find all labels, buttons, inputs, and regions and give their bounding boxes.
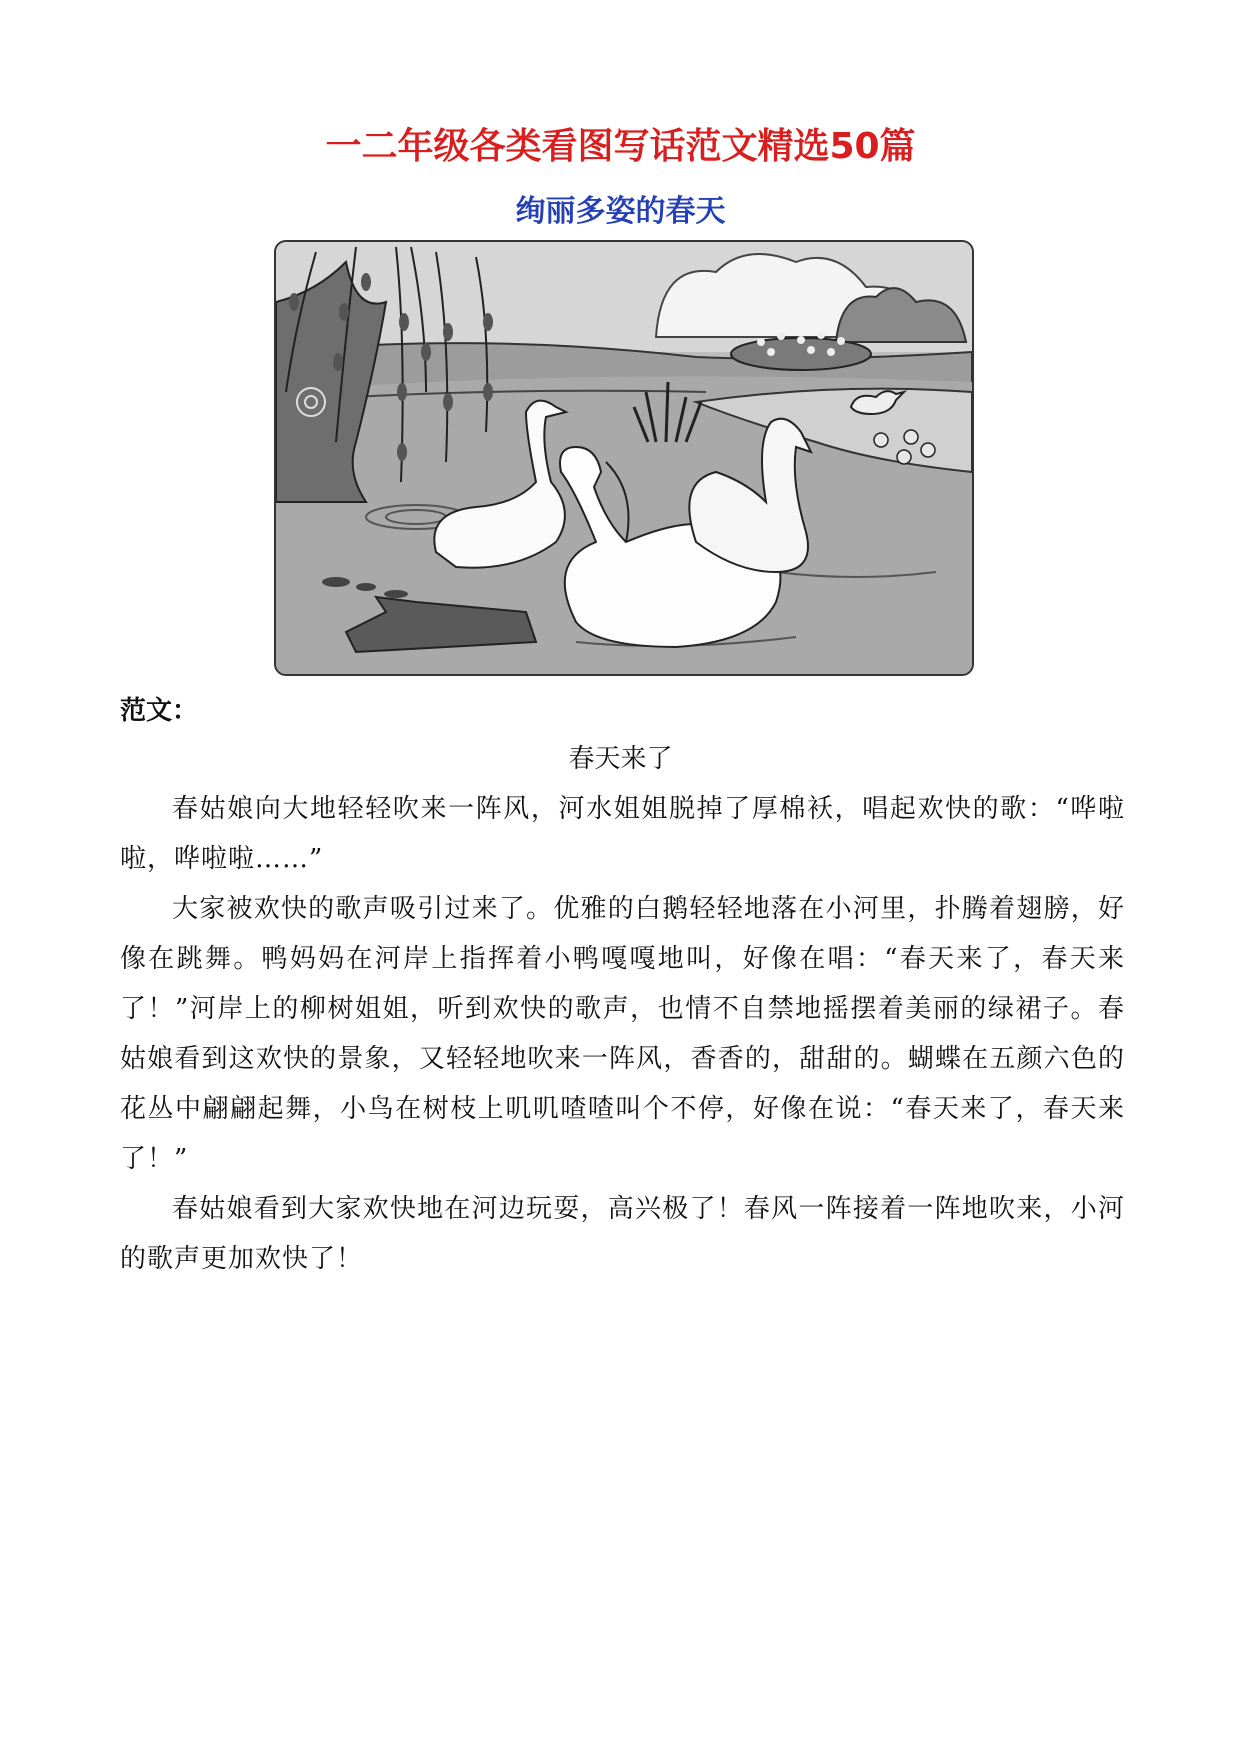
illustration-svg [276, 242, 972, 674]
document-subtitle: 绚丽多姿的春天 [515, 194, 726, 229]
essay-body [120, 784, 1125, 1284]
document-title: 一二年级各类看图写话范文精选50篇 [325, 126, 916, 167]
swans-on-river-illustration [274, 240, 974, 676]
essay-paragraph-2: 大家被欢快的歌声吸引过来了。优雅的白鹅轻轻地落在小河里，扑腾着翅膀，好像在跳舞。鸭妈妈在河岸上指挥着小鸭嘎嘎地叫，好像在唱：“春天来了，春天来了！”河岸上的柳树姐姐，听到欢快的歌声，也情不自禁地摇摆着美丽的绿裙子。春姑娘看到这欢快的景象，又轻轻地吹来一阵风，香香的，甜甜的。蝴蝶在五颜六色的花丛中翩翩起舞，小鸟在树枝上叽叽喳喳叫个不停，好像在说：“春天来了，春天来了！” [120, 894, 1125, 1174]
essay-title: 春天来了 [568, 744, 673, 774]
essay-paragraph-1: 春姑娘向大地轻轻吹来一阵风，河水姐姐脱掉了厚棉袄，唱起欢快的歌：“哗啦啦，哗啦啦……” [120, 794, 1125, 874]
essay-paragraph-3: 春姑娘看到大家欢快地在河边玩耍，高兴极了！春风一阵接着一阵地吹来，小河的歌声更加欢快了！ [120, 1194, 1125, 1274]
sample-essay-label: 范文： [120, 696, 199, 726]
